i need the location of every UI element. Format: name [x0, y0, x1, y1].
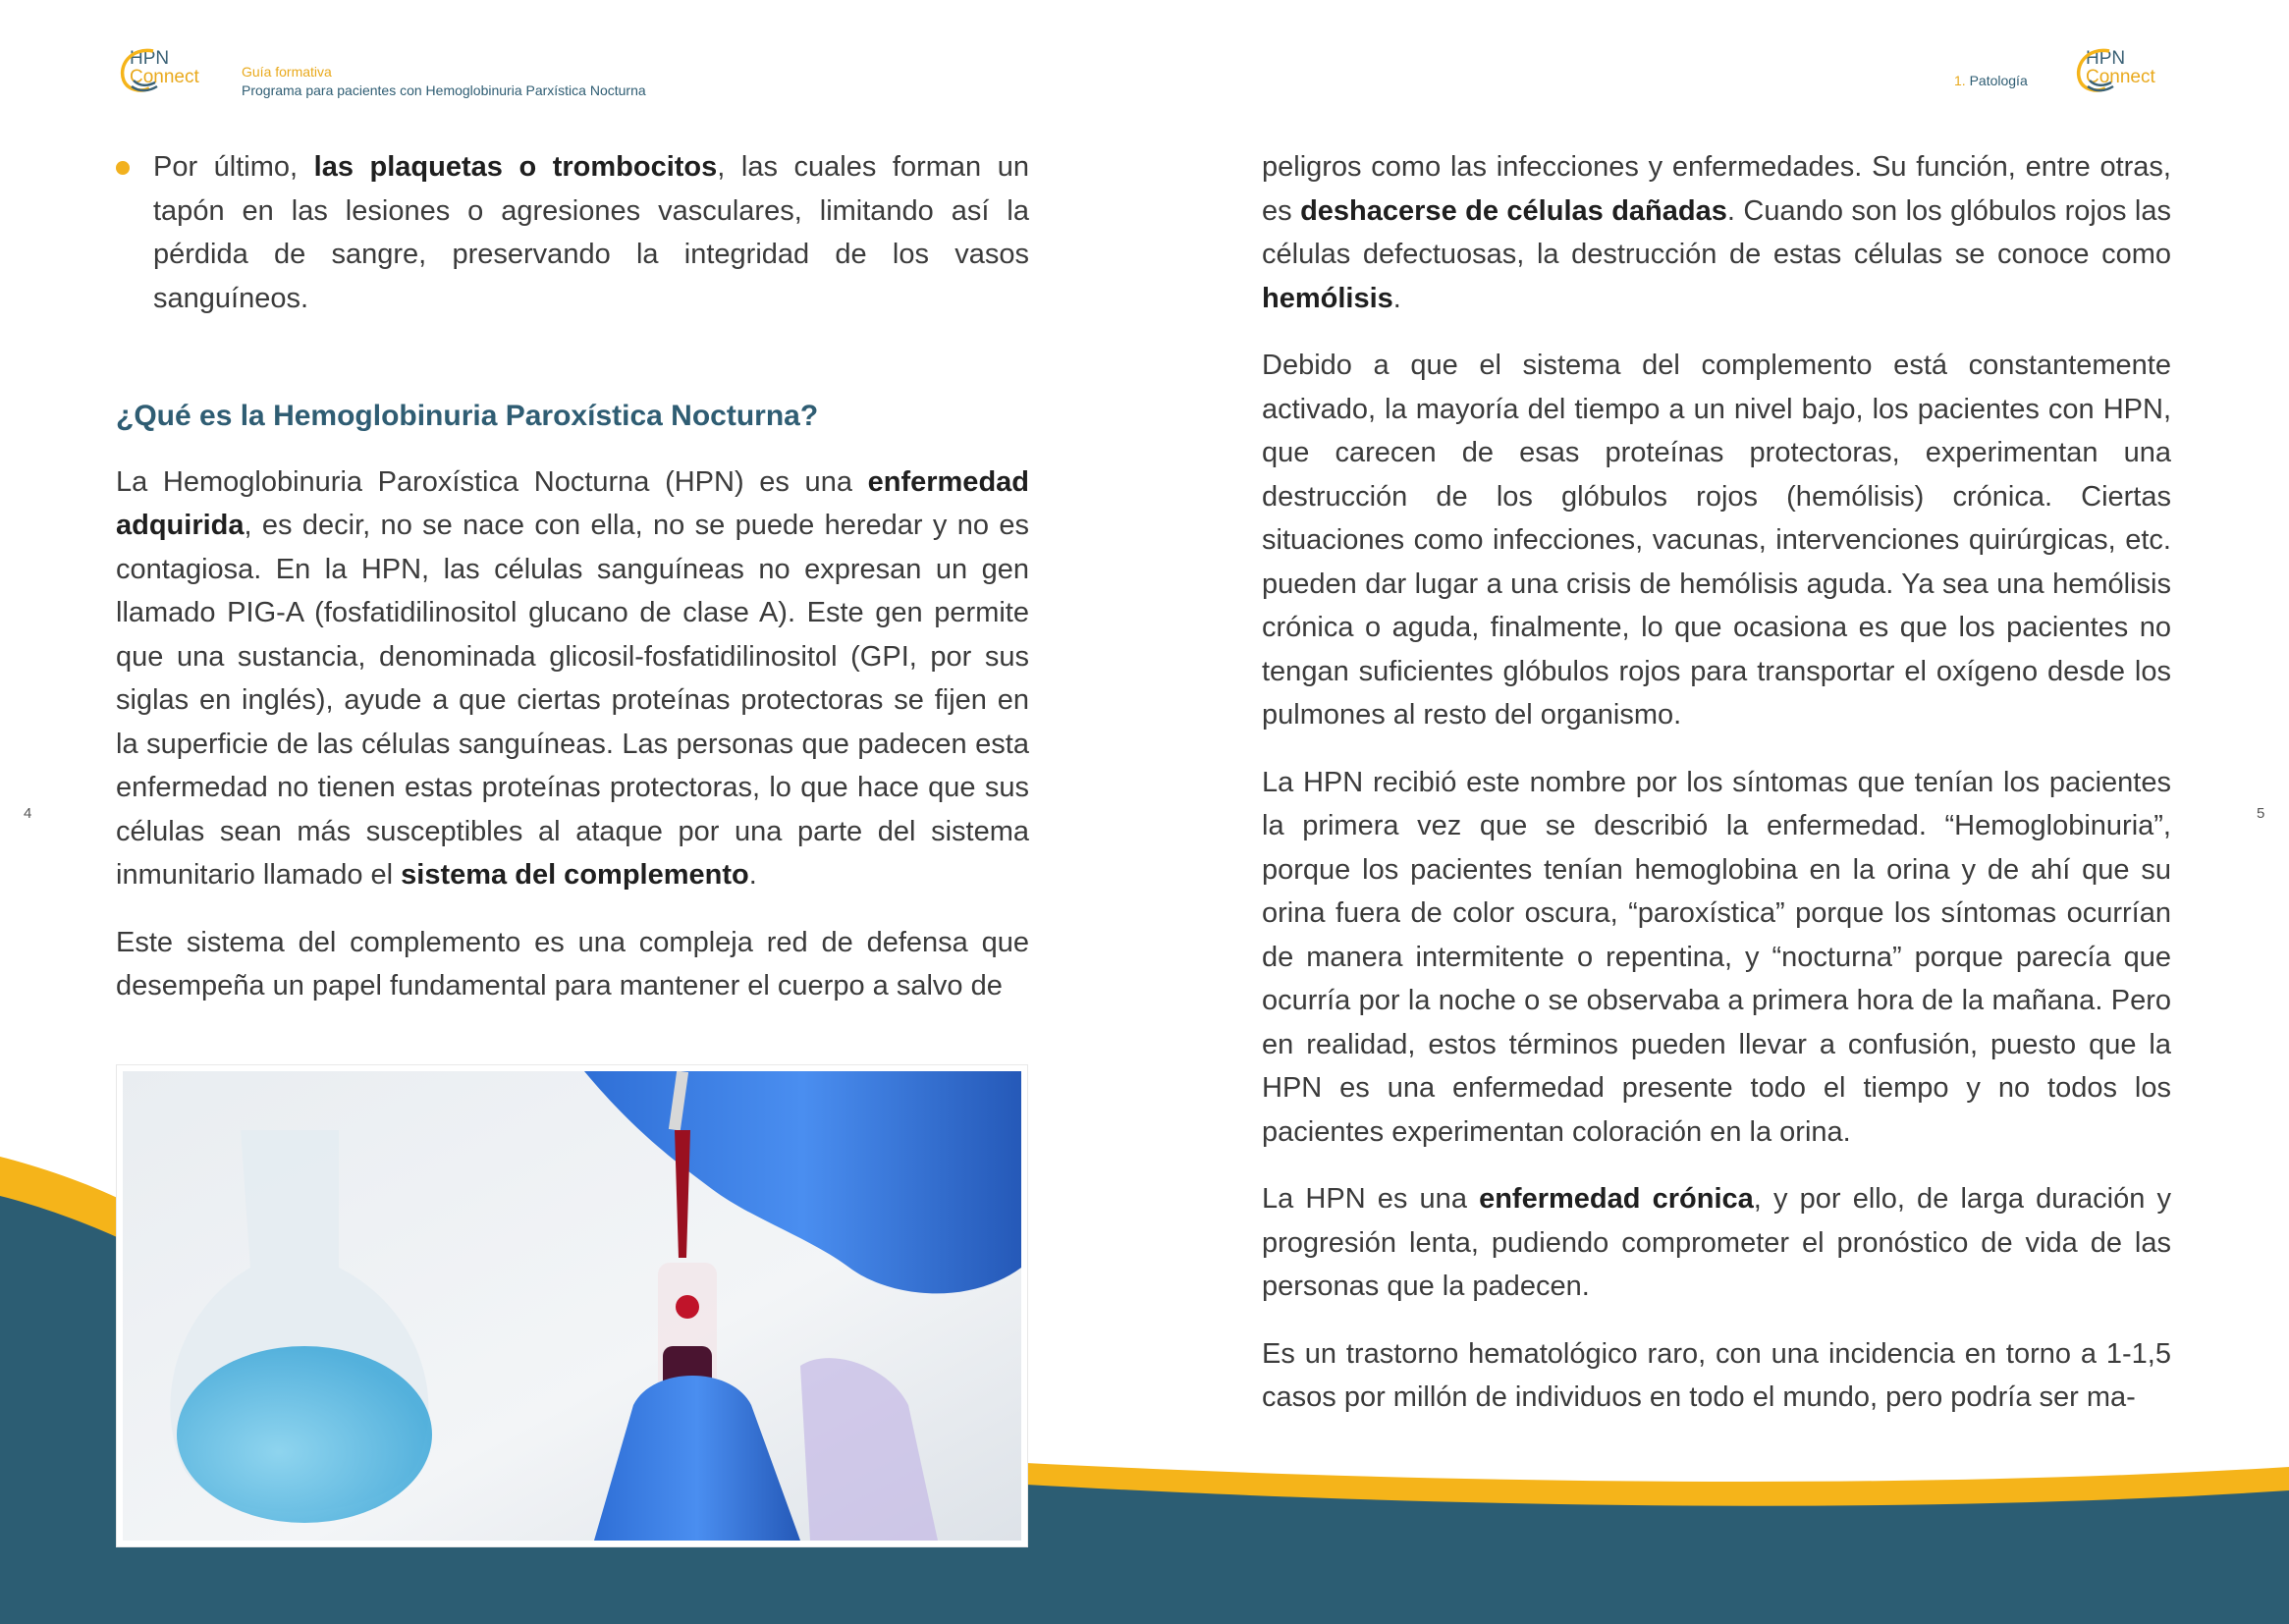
section-label: Patología	[1969, 73, 2028, 88]
page-number-left: 4	[24, 805, 32, 822]
paragraph-hemolysis: peligros como las infecciones y enfermedades. Su función, entre otras, es deshacerse de células dañadas. Cuando son los glóbulos rojos las células defectuosas, la destrucción de estas células se conoce como hemólisis.	[1262, 151, 2171, 314]
right-column	[1262, 145, 2171, 1443]
blood-test-tube-photo	[116, 1064, 1028, 1547]
hands-logo-icon	[114, 43, 169, 98]
photo-illustration	[123, 1071, 1021, 1541]
paragraph-chronic-disease: La HPN es una enfermedad crónica, y por ello, de larga duración y progresión lenta, pudiendo comprometer el pronóstico de vida de las personas que la padecen.	[1262, 1183, 2171, 1302]
page-number-right: 5	[2257, 805, 2265, 822]
left-column	[116, 145, 1029, 1032]
logo-hpn-text: HPN	[130, 48, 170, 69]
hands-logo-icon	[2070, 43, 2125, 98]
paragraph-complement-system: Este sistema del complemento es una compleja red de defensa que desempeña un papel fundamental para mantener el cuerpo a salvo de	[116, 926, 1029, 1001]
logo-hpn-text: HPN	[2086, 48, 2126, 69]
logo-connect-text: Connect	[130, 67, 199, 87]
logo-connect-text: Connect	[2086, 67, 2155, 87]
running-header-left	[242, 63, 646, 100]
section-number: 1.	[1954, 73, 1966, 88]
paragraph-incidence: Es un trastorno hematológico raro, con una incidencia en torno a 1-1,5 casos por millón de individuos en todo el mundo, pero podría ser ma-	[1262, 1337, 2171, 1413]
right-navy-band	[1026, 1485, 2289, 1624]
bullet-dot-icon	[116, 161, 130, 175]
paragraph-hpn-definition: La Hemoglobinuria Paroxística Nocturna (HPN) es una enfermedad adquirida, es decir, no se nace con ella, no se puede heredar y no es contagiosa. En la HPN, las células sanguíneas no expresan un gen llamado PIG-A (fosfatidilinositol glucano de clase A). Este gen permite que una sustancia, denominada glicosil-fosfatidilinositol (GPI, por sus siglas en inglés), ayude a que ciertas proteínas protectoras se fijen en la superficie de las células sanguíneas. Las personas que padecen esta enfermedad no tienen estas proteínas protectoras, lo que hace que sus células sean más susceptibles al ataque por una parte del sistema inmunitario llamado el sistema del complemento.	[116, 465, 1029, 891]
bullet-platelets: Por último, las plaquetas o trombocitos, las cuales forman un tapón en las lesiones o agresiones vasculares, limitando así la pérdida de sangre, preservando la integridad de los vasos sanguíneos.	[116, 145, 1029, 320]
hpn-connect-logo-right	[2070, 43, 2155, 98]
header-guide-title: Guía formativa	[242, 64, 332, 80]
hpn-connect-logo-left	[114, 43, 199, 98]
paragraph-chronic-hemolysis: Debido a que el sistema del complemento está constantemente activado, la mayoría del tiempo a un nivel bajo, los pacientes con HPN, que carecen de esas proteínas protectoras, experimentan una destrucción de los glóbulos rojos (hemólisis) crónica. Ciertas situaciones como infecciones, vacunas, intervenciones quirúrgicas, etc. pueden dar lugar a una crisis de hemólisis aguda. Ya sea una hemólisis crónica o aguda, finalmente, lo que ocasiona es que los pacientes no tengan suficientes glóbulos rojos para transportar el oxígeno desde los pulmones al resto del organismo.	[1262, 350, 2171, 731]
paragraph-name-origin: La HPN recibió este nombre por los síntomas que tenían los pacientes la primera vez que se describió la enfermedad. “Hemoglobinuria”, porque los pacientes tenían hemoglobina en la orina y de ahí que su orina fuera de color oscura, “paroxística” porque los síntomas ocurrían de manera intermitente o repentina, y “nocturna” porque parecía que ocurría por la noche o se observaba a primera hora de la mañana. Pero en realidad, estos términos pueden llevar a confusión, puesto que la HPN es una enfermedad presente todo el tiempo y no todos los pacientes experimentan coloración en la orina.	[1262, 766, 2171, 1148]
running-header-right	[1954, 73, 2028, 88]
section-heading: ¿Qué es la Hemoglobinuria Paroxística Nocturna?	[116, 400, 819, 432]
header-guide-subtitle: Programa para pacientes con Hemoglobinuria Parxística Nocturna	[242, 82, 646, 98]
